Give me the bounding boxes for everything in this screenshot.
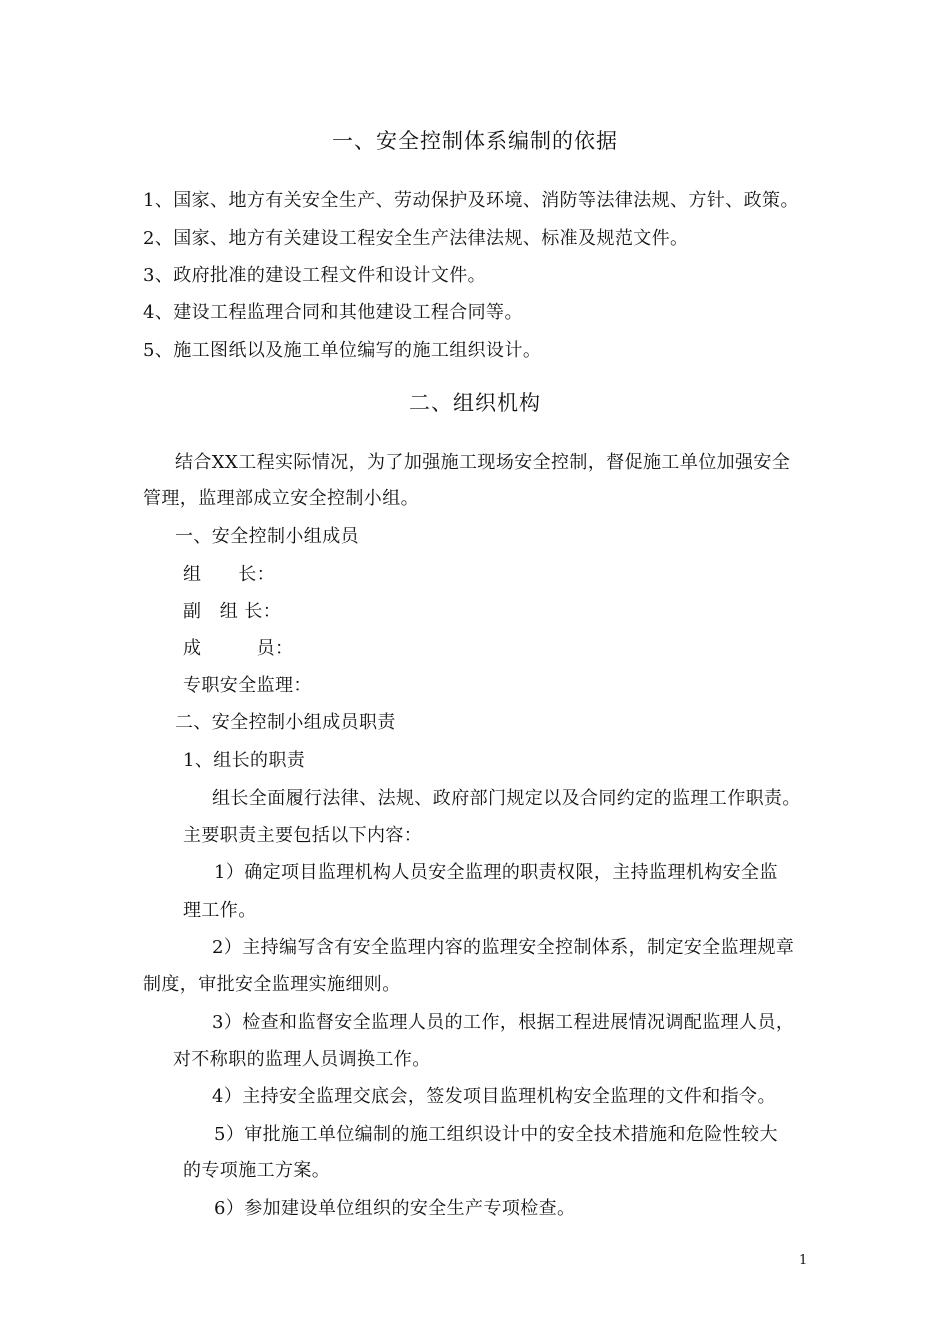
section1-title: 一、安全控制体系编制的依据 xyxy=(332,129,618,153)
duty-item-6: 6）参加建设单位组织的安全生产专项检查。 xyxy=(214,1198,576,1219)
duty-item-1-line-1: 1）确定项目监理机构人员安全监理的职责权限，主持监理机构安全监 xyxy=(214,862,778,883)
page-number: 1 xyxy=(799,1253,808,1268)
member-deputy: 副 组 长： xyxy=(183,601,282,622)
duty1-title: 1、组长的职责 xyxy=(183,750,306,771)
duty-item-3-line-2: 对不称职的监理人员调换工作。 xyxy=(173,1049,431,1070)
basis-item-4: 4、建设工程监理合同和其他建设工程合同等。 xyxy=(143,302,523,323)
member-leader: 组 长： xyxy=(183,564,275,585)
section2-title: 二、组织机构 xyxy=(409,391,541,415)
basis-item-5: 5、施工图纸以及施工单位编写的施工组织设计。 xyxy=(143,340,542,361)
duty-item-4: 4）主持安全监理交底会，签发项目监理机构安全监理的文件和指令。 xyxy=(212,1086,776,1107)
duty-item-3-line-1: 3）检查和监督安全监理人员的工作，根据工程进展情况调配监理人员， xyxy=(212,1012,795,1033)
member-supervisor: 专职安全监理： xyxy=(183,675,312,696)
duty-item-2-line-1: 2）主持编写含有安全监理内容的监理安全控制体系，制定安全监理规章 xyxy=(212,937,795,958)
intro-line-1: 结合XX工程实际情况，为了加强施工现场安全控制，督促施工单位加强安全 xyxy=(175,452,791,473)
basis-item-2: 2、国家、地方有关建设工程安全生产法律法规、标准及规范文件。 xyxy=(143,228,689,249)
duty-item-2-line-2: 制度，审批安全监理实施细则。 xyxy=(143,974,401,995)
duty1-para-line-1: 组长全面履行法律、法规、政府部门规定以及合同约定的监理工作职责。 xyxy=(212,788,801,809)
basis-item-3: 3、政府批准的建设工程文件和设计文件。 xyxy=(143,265,487,286)
duty-item-5-line-2: 的专项施工方案。 xyxy=(183,1160,331,1181)
basis-item-1: 1、国家、地方有关安全生产、劳动保护及环境、消防等法律法规、方针、政策。 xyxy=(143,190,799,211)
subsection-duties-title: 二、安全控制小组成员职责 xyxy=(175,712,396,733)
intro-line-2: 管理，监理部成立安全控制小组。 xyxy=(143,488,419,509)
duty-item-5-line-1: 5）审批施工单位编制的施工组织设计中的安全技术措施和危险性较大 xyxy=(214,1124,778,1145)
duty1-para-line-2: 主要职责主要包括以下内容： xyxy=(183,825,423,846)
member-member: 成 员： xyxy=(183,638,294,659)
duty-item-1-line-2: 理工作。 xyxy=(183,900,257,921)
subsection-members-title: 一、安全控制小组成员 xyxy=(175,526,359,547)
